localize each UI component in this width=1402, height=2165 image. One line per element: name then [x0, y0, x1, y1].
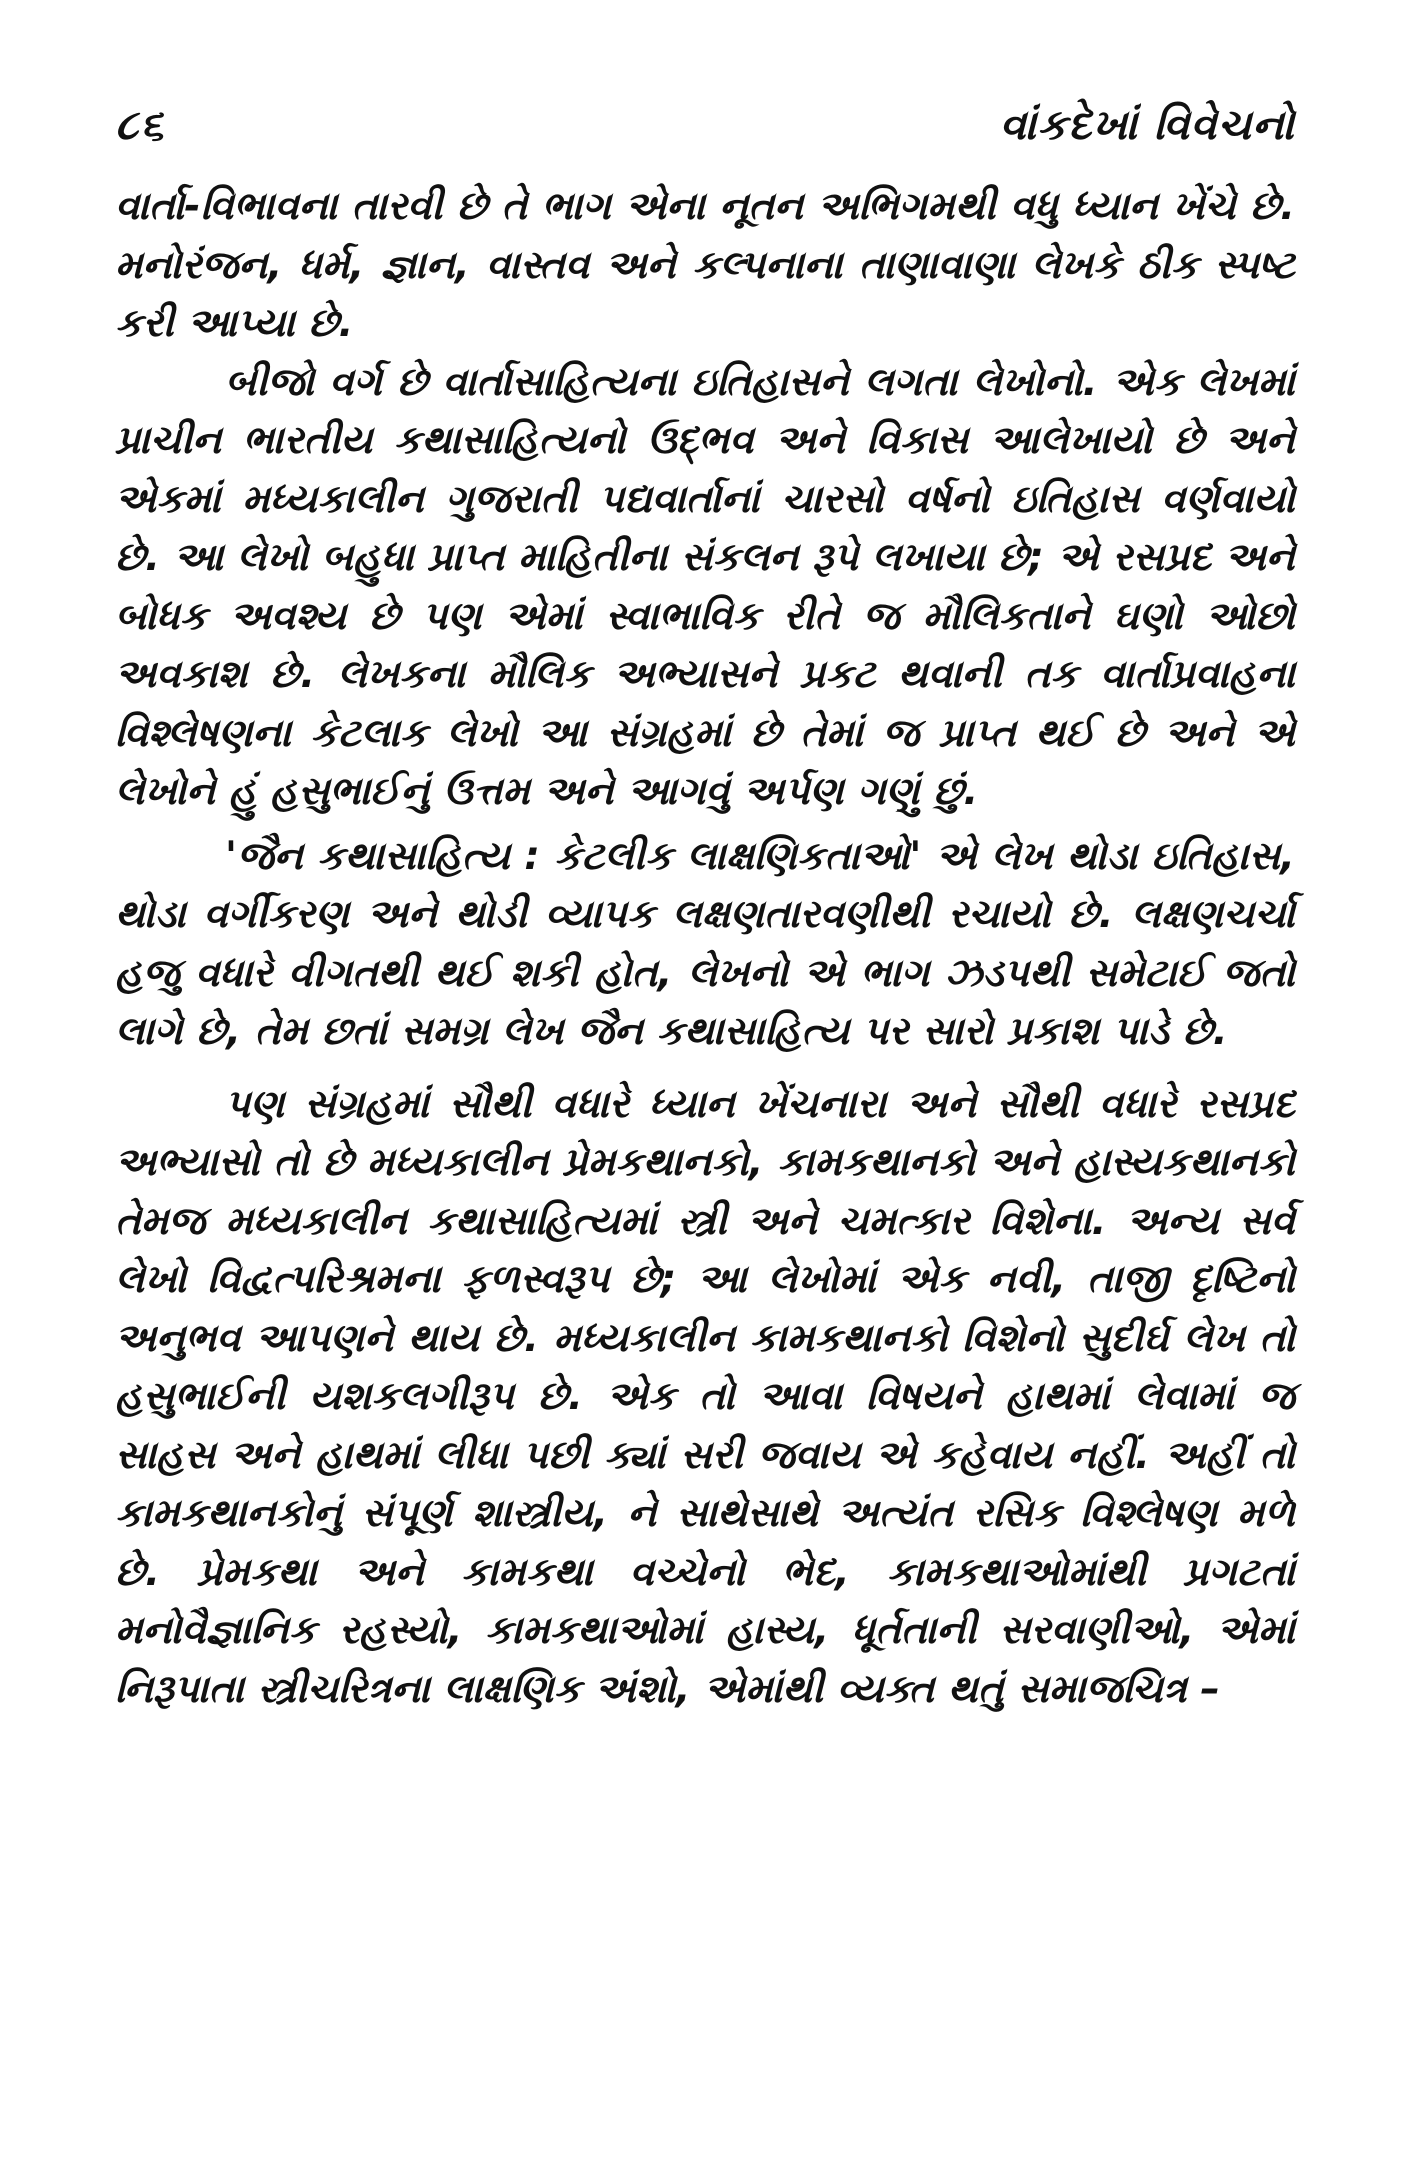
book-page [115, 100, 1295, 2090]
page-number: ૮૬ [115, 100, 166, 149]
paragraph-3: 'જૈન કથાસાહિત્ય : કેટલીક લાક્ષણિકતાઓ' એ લેખ થોડા ઇતિહાસ, થોડા વર્ગીકરણ અને થોડી વ્યાપક લક્ષણતારવણીથી રચાયો છે. લક્ષણચર્ચા હજુ વધારે વીગતથી થઈ શકી હોત, લેખનો એ ભાગ ઝડપથી સમેટાઈ જતો લાગે છે, તેમ છતાં સમગ્ર લેખ જૈન કથાસાહિત્ય પર સારો પ્રકાશ પાડે છે. [115, 833, 1295, 1054]
running-title: વાંકદેખાં વિવેચનો [999, 100, 1295, 149]
page-body [115, 178, 1295, 1719]
page-header [115, 100, 1295, 178]
paragraph-2: બીજો વર્ગ છે વાર્તાસાહિત્યના ઇતિહાસને લગતા લેખોનો. એક લેખમાં પ્રાચીન ભારતીય કથાસાહિત્યનો ઉદ્ભવ અને વિકાસ આલેખાયો છે અને એકમાં મધ્યકાલીન ગુજરાતી પદ્યવાર્તાનાં ચારસો વર્ષનો ઇતિહાસ વર્ણવાયો છે. આ લેખો બહુધા પ્રાપ્ત માહિતીના સંકલન રૂપે લખાયા છે; એ રસપ્રદ અને બોધક અવશ્ય છે પણ એમાં સ્વાભાવિક રીતે જ મૌલિકતાને ઘણો ઓછો અવકાશ છે. લેખકના મૌલિક અભ્યાસને પ્રકટ થવાની તક વાર્તાપ્રવાહના વિશ્લેષણના કેટલાક લેખો આ સંગ્રહમાં છે તેમાં જ પ્રાપ્ત થઈ છે અને એ લેખોને હું હસુભાઈનું ઉત્તમ અને આગવું અર્પણ ગણું છું. [115, 359, 1295, 814]
paragraph-4: પણ સંગ્રહમાં સૌથી વધારે ધ્યાન ખેંચનારા અને સૌથી વધારે રસપ્રદ અભ્યાસો તો છે મધ્યકાલીન પ્રેમકથાનકો, કામકથાનકો અને હાસ્યકથાનકો તેમજ મધ્યકાલીન કથાસાહિત્યમાં સ્ત્રી અને ચમત્કાર વિશેના. અન્ય સર્વ લેખો વિદ્વત્પરિશ્રમના ફળસ્વરૂપ છે; આ લેખોમાં એક નવી, તાજી દૃષ્ટિનો અનુભવ આપણને થાય છે. મધ્યકાલીન કામકથાનકો વિશેનો સુદીર્ઘ લેખ તો હસુભાઈની યશકલગીરૂપ છે. એક તો આવા વિષયને હાથમાં લેવામાં જ સાહસ અને હાથમાં લીધા પછી ક્યાં સરી જવાય એ કહેવાય નહીં. અહીં તો કામકથાનકોનું સંપૂર્ણ શાસ્ત્રીય, ને સાથેસાથે અત્યંત રસિક વિશ્લેષણ મળે છે. પ્રેમકથા અને કામકથા વચ્ચેનો ભેદ, કામકથાઓમાંથી પ્રગટતાં મનોવૈજ્ઞાનિક રહસ્યો, કામકથાઓમાં હાસ્ય, ધૂર્તતાની સરવાણીઓ, એમાં નિરૂપાતા સ્ત્રીચરિત્રના લાક્ષણિક અંશો, એમાંથી વ્યક્ત થતું સમાજચિત્ર – [115, 1081, 1295, 1712]
paragraph-1: વાર્તા-વિભાવના તારવી છે તે ભાગ એના નૂતન અભિગમથી વધુ ધ્યાન ખેંચે છે. મનોરંજન, ધર્મ, જ્ઞાન, વાસ્તવ અને કલ્પનાના તાણાવાણા લેખકે ઠીક સ્પષ્ટ કરી આપ્યા છે. [115, 184, 1295, 346]
